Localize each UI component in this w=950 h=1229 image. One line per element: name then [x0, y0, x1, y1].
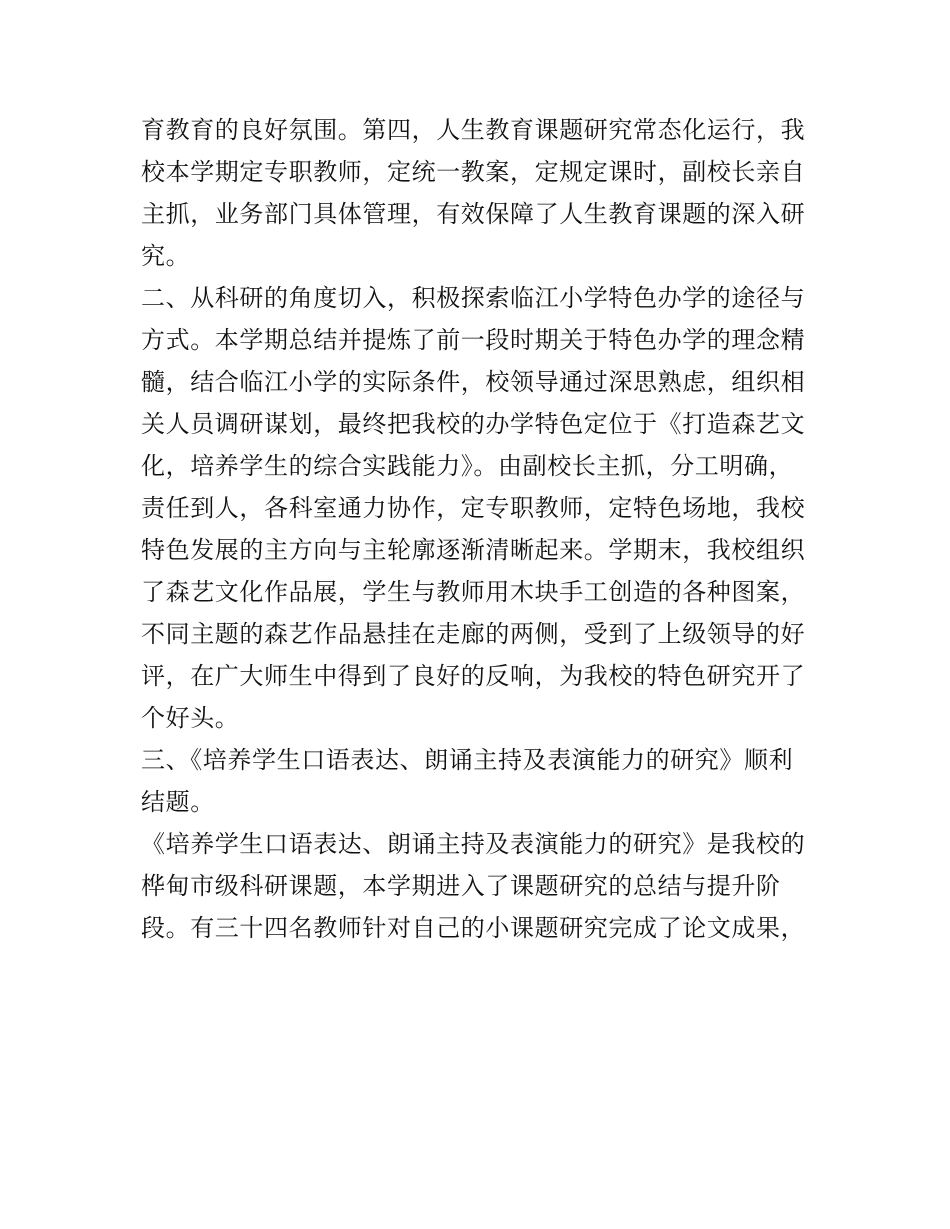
text-line: 结题。: [141, 788, 215, 816]
text-line: 髓，结合临江小学的实际条件，校领导通过深思熟虑，组织相: [141, 368, 806, 396]
text-line: 个好头。: [141, 704, 240, 732]
section-heading-line: 二、从科研的角度切入，积极探索临江小学特色办学的途径与: [141, 284, 806, 312]
text-line: 校本学期定专职教师，定统一教案，定规定课时，副校长亲自: [141, 158, 806, 186]
text-line: 主抓，业务部门具体管理，有效保障了人生教育课题的深入研: [141, 200, 806, 228]
text-line: 段。有三十四名教师针对自己的小课题研究完成了论文成果，: [141, 914, 806, 942]
body-text: [141, 109, 821, 949]
text-line: 不同主题的森艺作品悬挂在走廊的两侧，受到了上级领导的好: [141, 620, 806, 648]
text-line: 特色发展的主方向与主轮廓逐渐清晰起来。学期末，我校组织: [141, 536, 806, 564]
text-line: 究。: [141, 242, 191, 270]
text-line: 方式。本学期总结并提炼了前一段时期关于特色办学的理念精: [141, 326, 806, 354]
text-line: 了森艺文化作品展，学生与教师用木块手工创造的各种图案，: [141, 578, 806, 606]
text-line: 育教育的良好氛围。第四，人生教育课题研究常态化运行，我: [141, 116, 806, 144]
text-line: 评，在广大师生中得到了良好的反响，为我校的特色研究开了: [141, 662, 806, 690]
text-line: 桦甸市级科研课题，本学期进入了课题研究的总结与提升阶: [141, 872, 781, 900]
text-line: 《培养学生口语表达、朗诵主持及表演能力的研究》是我校的: [141, 830, 806, 858]
text-line: 责任到人，各科室通力协作，定专职教师，定特色场地，我校: [141, 494, 806, 522]
text-line: 关人员调研谋划，最终把我校的办学特色定位于《打造森艺文: [141, 410, 806, 438]
text-line: 化，培养学生的综合实践能力》。由副校长主抓，分工明确，: [141, 452, 794, 480]
section-heading-line: 三、《培养学生口语表达、朗诵主持及表演能力的研究》顺利: [141, 746, 794, 774]
